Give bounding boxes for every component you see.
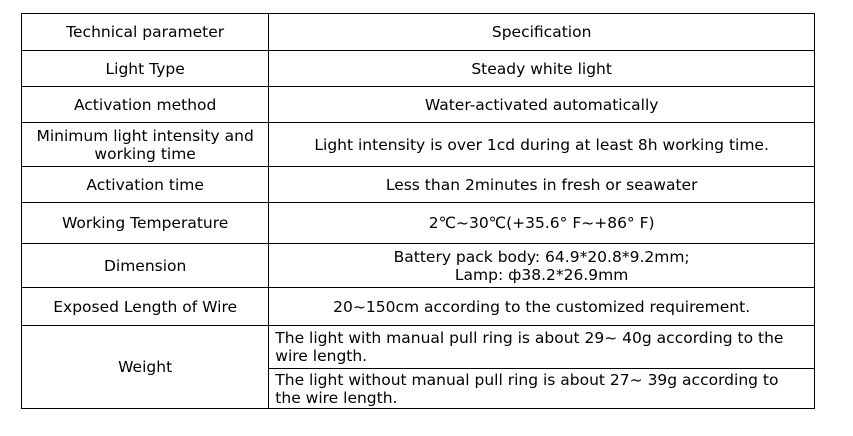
- spec-cell-line: Battery pack body: 64.9*20.8*9.2mm;: [393, 247, 690, 266]
- spec-cell: The light without manual pull ring is about 27~ 39g according to the wire length.: [269, 369, 815, 409]
- param-cell: Dimension: [22, 244, 269, 288]
- table-row: [22, 288, 815, 326]
- table-row: [22, 51, 815, 87]
- spec-cell: [269, 244, 815, 288]
- param-cell: [22, 123, 269, 167]
- spec-cell: The light with manual pull ring is about 29~ 40g according to the wire length.: [269, 326, 815, 369]
- header-specification: Specification: [269, 14, 815, 51]
- param-cell: Weight: [22, 326, 269, 409]
- param-cell-line: working time: [94, 144, 196, 163]
- spec-cell-line: Lamp: ф38.2*26.9mm: [454, 265, 629, 284]
- table-row: [22, 244, 815, 288]
- spec-cell: 20~150cm according to the customized requirement.: [269, 288, 815, 326]
- param-cell: Exposed Length of Wire: [22, 288, 269, 326]
- specification-table: [21, 13, 815, 409]
- table-row: [22, 123, 815, 167]
- header-technical-parameter: Technical parameter: [22, 14, 269, 51]
- param-cell: Activation method: [22, 87, 269, 123]
- table-header-row: [22, 14, 815, 51]
- spec-cell: Less than 2minutes in fresh or seawater: [269, 167, 815, 203]
- spec-cell: Water-activated automatically: [269, 87, 815, 123]
- spec-cell: Light intensity is over 1cd during at least 8h working time.: [269, 123, 815, 167]
- param-cell-line: Minimum light intensity and: [36, 126, 254, 145]
- param-cell: Light Type: [22, 51, 269, 87]
- table-row: [22, 326, 815, 369]
- table-row: [22, 203, 815, 244]
- param-cell: Activation time: [22, 167, 269, 203]
- param-cell: Working Temperature: [22, 203, 269, 244]
- spec-cell: Steady white light: [269, 51, 815, 87]
- table-row: [22, 167, 815, 203]
- spec-cell: 2℃~30℃(+35.6° F~+86° F): [269, 203, 815, 244]
- table-row: [22, 87, 815, 123]
